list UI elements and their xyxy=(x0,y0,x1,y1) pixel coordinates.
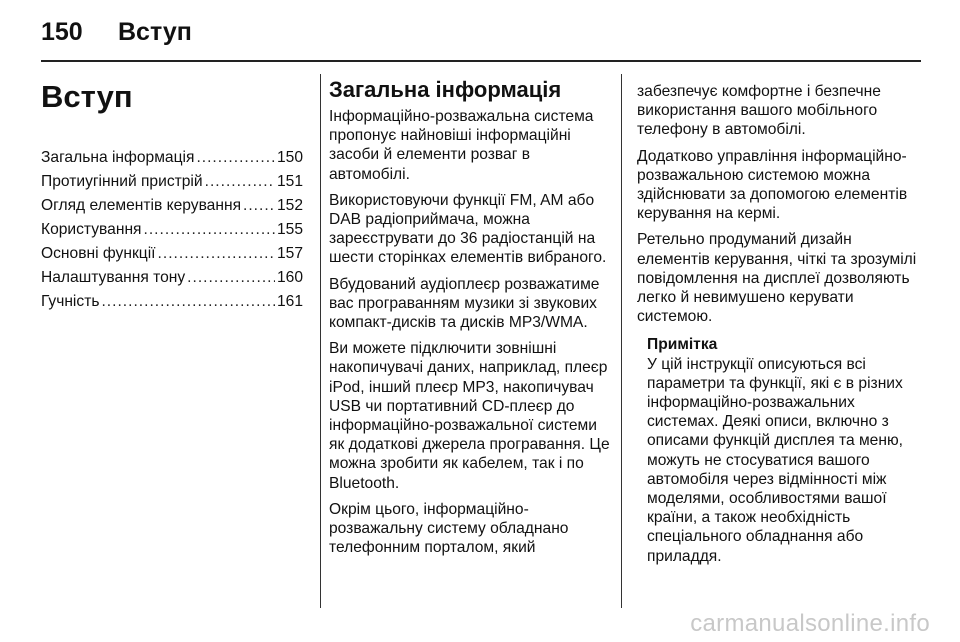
paragraph: Використовуючи функції FM, AM або DAB радіоприймача, можна зареєструвати до 36 радіостанцій на шести сторінках елементів вибраного. xyxy=(329,191,607,267)
paragraph: Ретельно продуманий дизайн елементів керування, чіткі та зрозумілі повідомлення на дисплеї дозволяють легко й невимушено керувати системою. xyxy=(637,231,917,326)
toc-label: Огляд елементів керування xyxy=(41,197,242,214)
toc-label: Основні функції xyxy=(41,245,156,262)
toc-item[interactable] xyxy=(41,194,303,218)
page-header xyxy=(41,12,192,52)
paragraph: Окрім цього, інформаційно-розважальну систему обладнано телефонним порталом, який xyxy=(329,500,569,557)
toc-label: Гучність xyxy=(41,293,100,310)
paragraph: Додатково управління інформаційно-розважальною системою можна здійснювати за допомогою елементів керування на кермі. xyxy=(637,147,908,223)
toc-leader xyxy=(187,266,275,290)
note-text: У цій інструкції описуються всі параметри та функції, які є в різних інформаційно-розважальних системах. Деякі описи, включно з описами функцій дисплея та меню, можуть не стосуватися вашого автомобіля через відмінності між моделями, особливостями вашої країни, а також необхідність спеціального обладнання або приладдя. xyxy=(647,355,903,565)
column-divider-1 xyxy=(320,74,321,608)
toc-leader xyxy=(196,146,275,170)
page-number: 150 xyxy=(41,17,83,46)
toc-page: 152 xyxy=(276,197,303,214)
toc-leader xyxy=(101,290,275,314)
table-of-contents xyxy=(41,146,303,314)
header-title: Вступ xyxy=(118,17,192,46)
toc-item[interactable] xyxy=(41,266,303,290)
toc-leader xyxy=(243,194,275,218)
paragraph: забезпечує комфортне і безпечне використання вашого мобільного телефону в автомобілі. xyxy=(637,83,881,139)
header-rule xyxy=(41,60,921,62)
continuation-column xyxy=(637,74,925,566)
section-column xyxy=(329,74,612,564)
section-title: Загальна інформація xyxy=(329,77,562,102)
paragraph: Ви можете підключити зовнішні накопичувачі даних, наприклад, плеєр iPod, інший плеєр MP3, накопичувач USB чи портативний CD-плеєр до інформаційно-розважальної системи як додаткові джерела програвання. Це можна зробити як кабелем, так і по Bluetooth. xyxy=(329,340,610,492)
watermark: carmanualsonline.info xyxy=(690,610,930,637)
toc-column xyxy=(41,74,303,314)
paragraph: Вбудований аудіоплеєр розважатиме вас програванням музики зі звукових компакт-дисків та дисків MP3/WMA. xyxy=(329,275,600,332)
toc-leader xyxy=(144,218,275,242)
chapter-title: Вступ xyxy=(41,79,133,114)
toc-item[interactable] xyxy=(41,290,303,314)
toc-leader xyxy=(205,170,275,194)
paragraph: Інформаційно-розважальна система пропонує найновіші інформаційні засоби й елементи розваг в автомобілі. xyxy=(329,108,594,183)
toc-label: Загальна інформація xyxy=(41,149,195,166)
toc-item[interactable] xyxy=(41,146,303,170)
toc-page: 151 xyxy=(276,173,303,190)
toc-page: 155 xyxy=(276,221,303,238)
toc-label: Налаштування тону xyxy=(41,269,186,286)
toc-page: 161 xyxy=(276,293,303,310)
toc-leader xyxy=(158,242,275,266)
toc-label: Користування xyxy=(41,221,142,238)
toc-page: 157 xyxy=(276,245,303,262)
toc-item[interactable] xyxy=(41,242,303,266)
toc-item[interactable] xyxy=(41,170,303,194)
toc-page: 160 xyxy=(276,269,303,286)
note-block xyxy=(647,335,925,565)
toc-page: 150 xyxy=(276,149,303,166)
column-divider-2 xyxy=(621,74,622,608)
toc-label: Протиугінний пристрій xyxy=(41,173,203,190)
toc-item[interactable] xyxy=(41,218,303,242)
note-title: Примітка xyxy=(647,336,718,354)
